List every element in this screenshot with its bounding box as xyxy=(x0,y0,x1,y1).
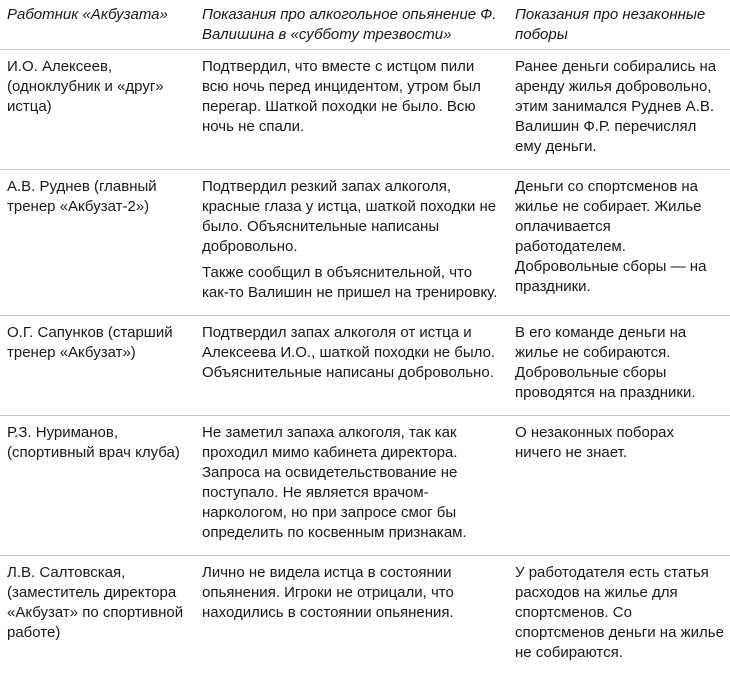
alcohol-paragraph: Подтвердил запах алкоголя от истца и Алексеева И.О., шаткой походки не было. Объяснительные написаны добровольно. xyxy=(202,323,502,383)
alcohol-cell xyxy=(195,316,508,416)
worker-cell: Л.В. Салтовская, (заместитель директора «Акбузат» по спортивной работе) xyxy=(0,556,195,675)
alcohol-cell xyxy=(195,170,508,316)
header-alcohol: Показания про алкогольное опьянение Ф. Валишина в «субботу трезвости» xyxy=(195,0,508,50)
alcohol-cell xyxy=(195,416,508,556)
table-row xyxy=(0,170,730,316)
table-row xyxy=(0,416,730,556)
alcohol-cell xyxy=(195,50,508,170)
table-row xyxy=(0,50,730,170)
worker-cell: Р.З. Нуриманов, (спортивный врач клуба) xyxy=(0,416,195,556)
alcohol-paragraph: Подтвердил, что вместе с истцом пили всю ночь перед инцидентом, утром был перегар. Шаткой походки не было. Всю ночь не спали. xyxy=(202,57,502,137)
alcohol-paragraph: Лично не видела истца в состоянии опьянения. Игроки не отрицали, что находились в состоянии опьянения. xyxy=(202,563,502,623)
worker-cell: А.В. Руднев (главный тренер «Акбузат-2») xyxy=(0,170,195,316)
alcohol-paragraph: Не заметил запаха алкоголя, так как проходил мимо кабинета директора. Запроса на освидетельствование не поступало. Не является врачом-наркологом, но при запросе смог бы определить по косвенным признакам. xyxy=(202,423,502,543)
table-row xyxy=(0,316,730,416)
header-extortion: Показания про незаконные поборы xyxy=(508,0,730,50)
table-row xyxy=(0,556,730,675)
extortion-cell: Ранее деньги собирались на аренду жилья добровольно, этим занимался Руднев А.В. Валишин Ф.Р. перечислял ему деньги. xyxy=(508,50,730,170)
header-row xyxy=(0,0,730,50)
worker-cell: О.Г. Сапунков (старший тренер «Акбузат») xyxy=(0,316,195,416)
extortion-cell: В его команде деньги на жилье не собираются. Добровольные сборы проводятся на праздники. xyxy=(508,316,730,416)
alcohol-paragraph: Подтвердил резкий запах алкоголя, красные глаза у истца, шаткой походки не было. Объяснительные написаны добровольно. xyxy=(202,177,502,257)
header-worker: Работник «Акбузата» xyxy=(0,0,195,50)
alcohol-cell xyxy=(195,556,508,675)
alcohol-paragraph: Также сообщил в объяснительной, что как-то Валишин не пришел на тренировку. xyxy=(202,263,502,303)
extortion-cell: У работодателя есть статья расходов на жилье для спортсменов. Со спортсменов деньги на жилье не собираются. xyxy=(508,556,730,675)
extortion-cell: О незаконных поборах ничего не знает. xyxy=(508,416,730,556)
extortion-cell: Деньги со спортсменов на жилье не собирает. Жилье оплачивается работодателем. Добровольные сборы — на праздники. xyxy=(508,170,730,316)
worker-cell: И.О. Алексеев, (одноклубник и «друг» истца) xyxy=(0,50,195,170)
